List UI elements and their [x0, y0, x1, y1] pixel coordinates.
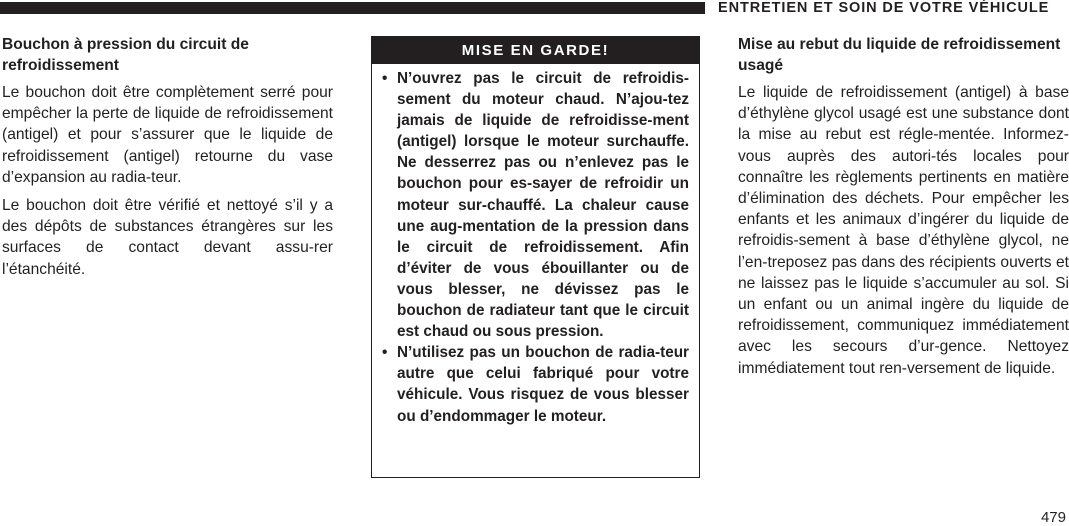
pressure-cap-paragraph-2: Le bouchon doit être vérifié et nettoyé s’il y a des dépôts de substances étrangères sur les surfaces de contact devant assu-rer l’étanchéité.	[2, 197, 333, 278]
warning-item-text: N’utilisez pas un bouchon de radia-teur autre que celui fabriqué pour votre véhicule. Vous risquez de vous blesser ou d’endommager le moteur.	[397, 344, 689, 425]
right-column	[738, 34, 1069, 386]
warning-item-text: N’ouvrez pas le circuit de refroidis-sement du moteur chaud. N’ajou-tez jamais de liquide de refroidisse-ment (antigel) lorsque le moteur surchauffe. Ne desserrez pas ou n’enlevez pas le bouchon pour es-sayer de refroidir un moteur sur-chauffé. La chaleur cause une aug-mentation de la pression dans le circuit de refroidissement. Afin d’éviter de vous ébouillanter ou de vous blesser, ne dévissez pas le bouchon de radiateur tant que le circuit est chaud ou sous pression.	[397, 70, 689, 341]
pressure-cap-paragraph-1: Le bouchon doit être complètement serré pour empêcher la perte de liquide de refroidissement (antigel) et pour s’assurer que le liquide de refroidissement (antigel) retourne du vase d’expansion au radia-teur.	[2, 84, 333, 186]
section-title: ENTRETIEN ET SOIN DE VOTRE VÉHICULE	[718, 0, 1050, 16]
bullet-icon: •	[382, 344, 388, 362]
header-rule	[0, 2, 705, 14]
warning-box	[371, 36, 700, 478]
page-number: 479	[1040, 509, 1066, 526]
disposal-heading: Mise au rebut du liquide de refroidissement usagé	[738, 36, 1061, 74]
bullet-icon: •	[382, 70, 388, 87]
disposal-paragraph: Le liquide de refroidissement (antigel) à base d’éthylène glycol usagé est une substance dont la mise au rebut est régle-mentée. Informez-vous auprès des autori-tés locales pour connaître les règlements pertinents en matière d’élimination des déchets. Pour empêcher les enfants et les animaux d’ingérer du liquide de refroidis-sement à base d’éthylène glycol, ne l’en-treposez pas dans des récipients ouverts et ne laissez pas le liquide s’accumuler au sol. Si un enfant ou un animal ingère du liquide de refroidissement, communiquez immédiatement avec les secours d’ur-gence. Nettoyez immédiatement tout ren-versement de liquide.	[738, 84, 1069, 377]
left-column	[2, 34, 333, 287]
warning-list	[372, 64, 699, 427]
pressure-cap-heading: Bouchon à pression du circuit de refroidissement	[2, 36, 249, 74]
warning-title: MISE EN GARDE!	[372, 37, 699, 64]
warning-item	[382, 68, 689, 342]
warning-item	[382, 342, 689, 426]
